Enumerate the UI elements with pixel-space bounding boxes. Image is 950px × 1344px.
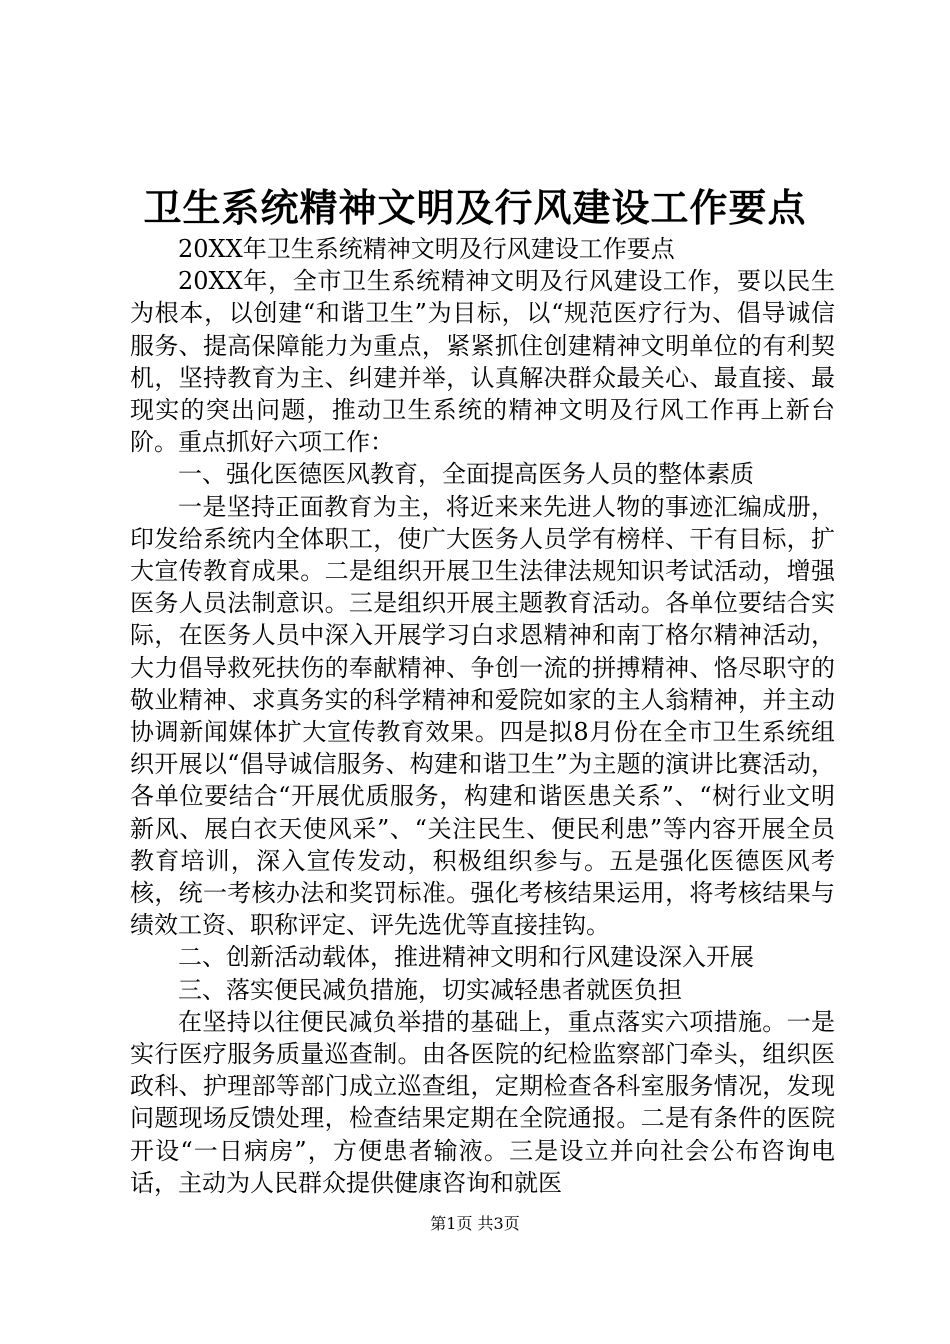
section-heading-1: 一、强化医德医风教育，全面提高医务人员的整体素质 bbox=[178, 460, 754, 489]
paragraph-subtitle: 20XX年卫生系统精神文明及行风建设工作要点 bbox=[178, 235, 675, 263]
paragraph-section-1: 一是坚持正面教育为主，将近来来先进人物的事迹汇编成册，印发给系统内全体职工，使广大医务人员学有榜样、干有目标，扩大宣传教育成果。二是组织开展卫生法律法规知识考试活动，增强医务人员法制意识。三是组织开展主题教育活动。各单位要结合实际，在医务人员中深入开展学习白求恩精神和南丁格尔精神活动，大力倡导救死扶伤的奉献精神、争创一流的拼搏精神、恪尽职守的敬业精神、求真务实的科学精神和爱院如家的主人翁精神，并主动协调新闻媒体扩大宣传教育效果。四是拟8月份在全市卫生系统组织开展以“倡导诚信服务、构建和谐卫生”为主题的演讲比赛活动，各单位要结合“开展优质服务，构建和谐医患关系”、“树行业文明新风、展白衣天使风采”、“关注民生、便民利患”等内容开展全员教育培训，深入宣传发动，积极组织参与。五是强化医德医风考核，统一考核办法和奖罚标准。强化考核结果运用，将考核结果与绩效工资、职称评定、评先选优等直接挂钩。 bbox=[130, 492, 835, 940]
paragraph-section-3: 在坚持以往便民减负举措的基础上，重点落实六项措施。一是实行医疗服务质量巡查制。由各医院的纪检监察部门牵头，组织医政科、护理部等部门成立巡查组，定期检查各科室服务情况，发现问题现场反馈处理，检查结果定期在全院通报。二是有条件的医院开设“一日病房”，方便患者输液。三是设立并向社会公布咨询电话，主动为人民群众提供健康咨询和就医 bbox=[130, 1007, 835, 1197]
document-body bbox=[130, 233, 835, 1199]
page-footer: 第1页 共3页 bbox=[430, 1214, 520, 1233]
section-heading-2: 二、创新活动载体，推进精神文明和行风建设深入开展 bbox=[178, 943, 754, 972]
paragraph-intro: 20XX年，全市卫生系统精神文明及行风建设工作，要以民生为根本，以创建“和谐卫生”为目标，以“规范医疗行为、倡导诚信服务、提高保障能力为重点，紧紧抓住创建精神文明单位的有利契机，坚持教育为主、纠建并举，认真解决群众最关心、最直接、最现实的突出问题，推动卫生系统的精神文明及行风工作再上新台阶。重点抓好六项工作： bbox=[130, 267, 835, 457]
document-title: 卫生系统精神文明及行风建设工作要点 bbox=[143, 185, 807, 230]
section-heading-3: 三、落实便民减负措施，切实减轻患者就医负担 bbox=[178, 975, 682, 1004]
